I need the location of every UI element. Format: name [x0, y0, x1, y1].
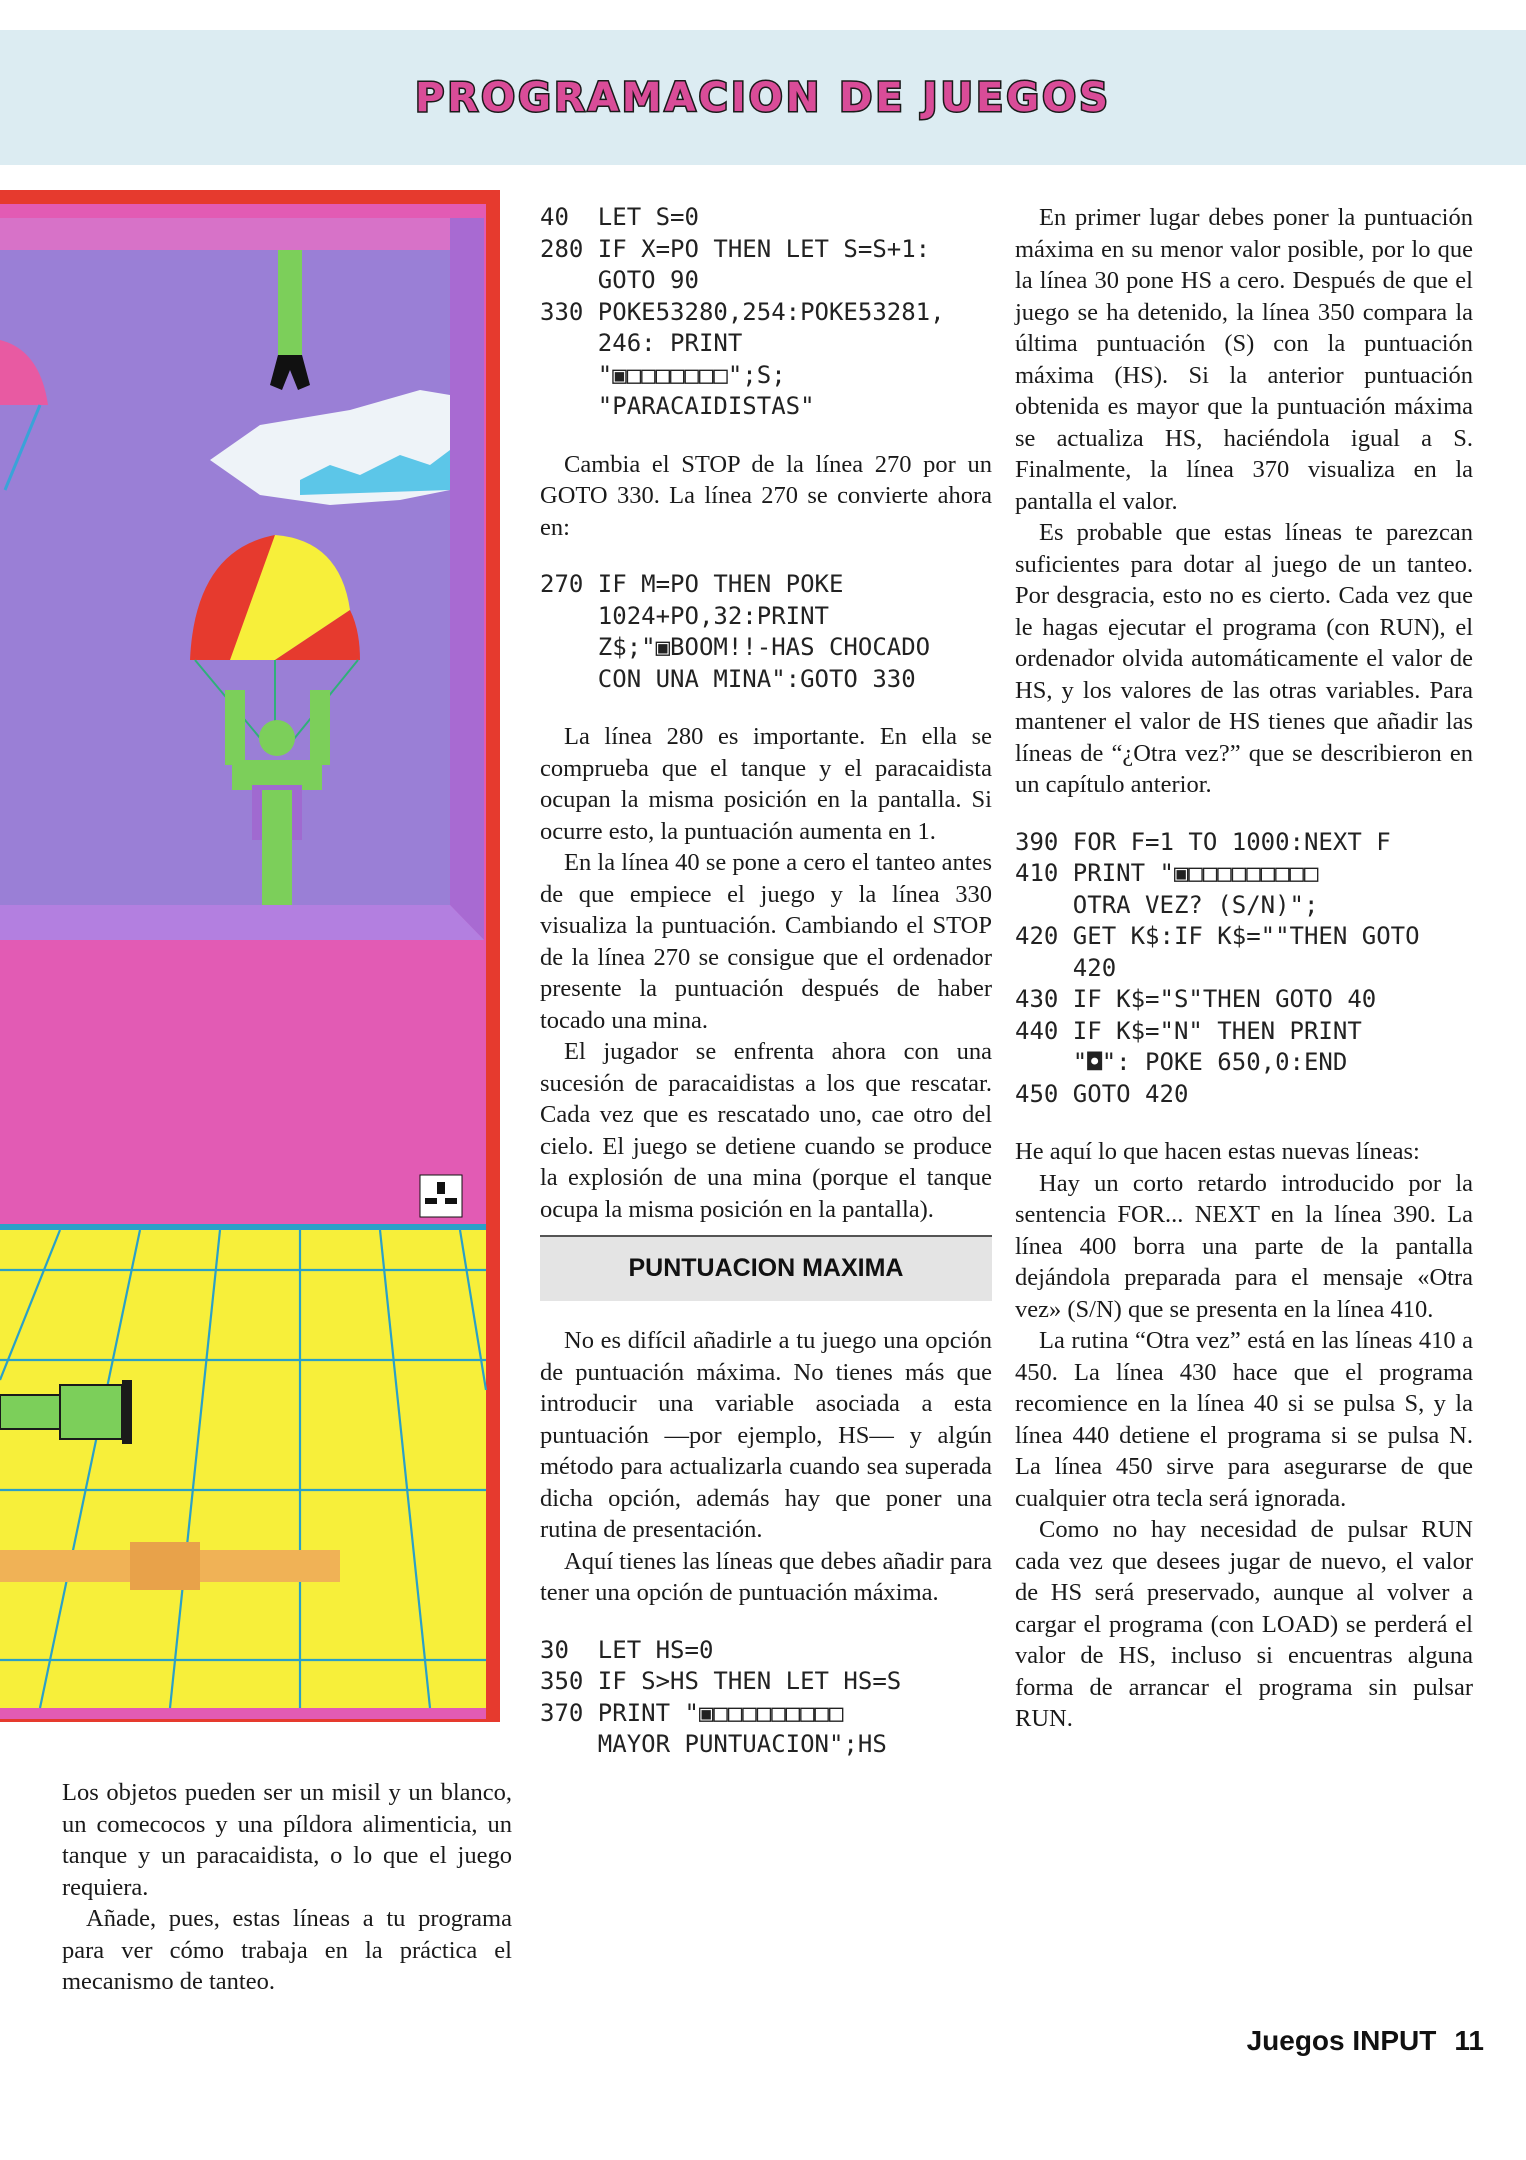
code-listing: 270 IF M=PO THEN POKE 1024+PO,32:PRINT Z$;"▣BOOM!!-HAS CHOCADO CON UNA MINA":GOTO 330: [540, 570, 931, 693]
section-heading-box: [540, 1235, 992, 1301]
code-listing: 40 LET S=0 280 IF X=PO THEN LET S=S+1: GOTO 90 330 POKE53280,254:POKE53281, 246: PRINT "▣□□□□□□□";S; "PARACAIDISTAS": [540, 203, 945, 420]
paragraph: La línea 280 es importante. En ella se comprueba que el tanque y el paracaidista ocupan la misma posición en la pantalla. Si ocurre esto, la puntuación aumenta en 1.: [540, 723, 992, 845]
right-text-column: [1015, 202, 1473, 1735]
paragraph: Aquí tienes las líneas que debes añadir para tener una opción de puntuación máxima.: [540, 1547, 992, 1606]
mine-icon: [420, 1175, 462, 1217]
left-text-column: [62, 1777, 512, 1998]
paragraph: Hay un corto retardo introducido por la sentencia FOR... NEXT en la línea 390. La línea 400 borra una parte de la pantalla dejándola preparada para el mensaje «Otra vez» (S/N) que se presenta en la línea 410.: [1015, 1169, 1473, 1323]
paragraph: En primer lugar debes poner la puntuación máxima en su menor valor posible, por lo que la línea 30 pone HS a cero. Después de que el juego se ha detenido, la línea 350 compara la última puntuación (S) con la puntuación máxima (HS). Si la anterior puntuación obtenida es mayor que la puntuación máxima se actualiza HS, haciéndola igual a S. Finalmente, la línea 370 visualiza en la pantalla el valor.: [1015, 204, 1473, 515]
paragraph: Cambia el STOP de la línea 270 por un GOTO 330. La línea 270 se convierte ahora en:: [540, 450, 992, 541]
page-number: 11: [1454, 2025, 1484, 2056]
paragraph: Es probable que estas líneas te parezcan suficientes para dotar al juego de un tanteo. Por desgracia, esto no es cierto. Cada vez que le hagas ejecutar el programa (con RUN), el ordenador olvida automáticamente el valor de HS, y los valores de las otras variables. Para mantener el valor de HS tienes que añadir las líneas de “¿Otra vez?” que se describieron en un capítulo anterior.: [1015, 519, 1473, 798]
code-listing: 390 FOR F=1 TO 1000:NEXT F 410 PRINT "▣□□□□□□□□□ OTRA VEZ? (S/N)"; 420 GET K$:IF K$=""THEN GOTO 420 430 IF K$="S"THEN GOTO 40 440 IF K$="N" THEN PRINT "◘": POKE 650,0:END 450 GOTO 420: [1015, 827, 1420, 1108]
middle-text-column: [540, 202, 992, 1761]
paragraph: El jugador se enfrenta ahora con una sucesión de paracaidistas a los que rescatar. Cada vez que es rescatado uno, cae otro del cielo. El juego se detiene cuando se produce la explosión de una mina (porque el tanque ocupa la misma posición en la pantalla).: [540, 1038, 992, 1223]
floor: [0, 1228, 486, 1708]
paragraph: La rutina “Otra vez” está en las líneas 410 a 450. La línea 430 hace que el programa recomience en la línea 40 si se pulsa S, y la línea 440 detiene el programa si se pulsa N. La línea 450 sirve para asegurarse de que cualquier otra tecla será ignorada.: [1015, 1327, 1473, 1512]
paragraph: He aquí lo que hacen estas nuevas líneas:: [1015, 1138, 1420, 1165]
game-illustration: [0, 190, 500, 1722]
paragraph: En la línea 40 se pone a cero el tanteo antes de que empiece el juego y la línea 330 visualiza la puntuación. Cambiando el STOP de la línea 270 se consigue que el ordenador presente la puntuación después de haber tocado una mina.: [540, 849, 992, 1034]
paragraph: Los objetos pueden ser un misil y un blanco, un comecocos y una píldora alimenticia, un tanque y un paracaidista, o lo que el juego requiera.: [62, 1779, 512, 1901]
page-footer: [1247, 2025, 1484, 2057]
code-listing: 30 LET HS=0 350 IF S>HS THEN LET HS=S 370 PRINT "▣□□□□□□□□□ MAYOR PUNTUACION";HS: [540, 1635, 902, 1758]
footer-label: Juegos INPUT: [1246, 2025, 1437, 2056]
paragraph: Como no hay necesidad de pulsar RUN cada vez que desees jugar de nuevo, el valor de HS será preservado, aunque al volver a cargar el programa (con LOAD) se perderá el valor de HS, incluso si encuentras alguna forma de arrancar el programa sin pulsar RUN.: [1015, 1516, 1473, 1732]
page-title: PROGRAMACION DE JUEGOS: [415, 75, 1111, 121]
paragraph: Añade, pues, estas líneas a tu programa para ver cómo trabaja en la práctica el mecanismo de tanteo.: [62, 1905, 512, 1995]
paragraph: No es difícil añadirle a tu juego una opción de puntuación máxima. No tienes más que introducir una variable asociada a esta puntuación —por ejemplo, HS— y algún método para actualizarla cuando sea superada dicha opción, además hay que poner una rutina de presentación.: [540, 1327, 992, 1543]
section-heading: PUNTUACION MAXIMA: [628, 1254, 904, 1283]
